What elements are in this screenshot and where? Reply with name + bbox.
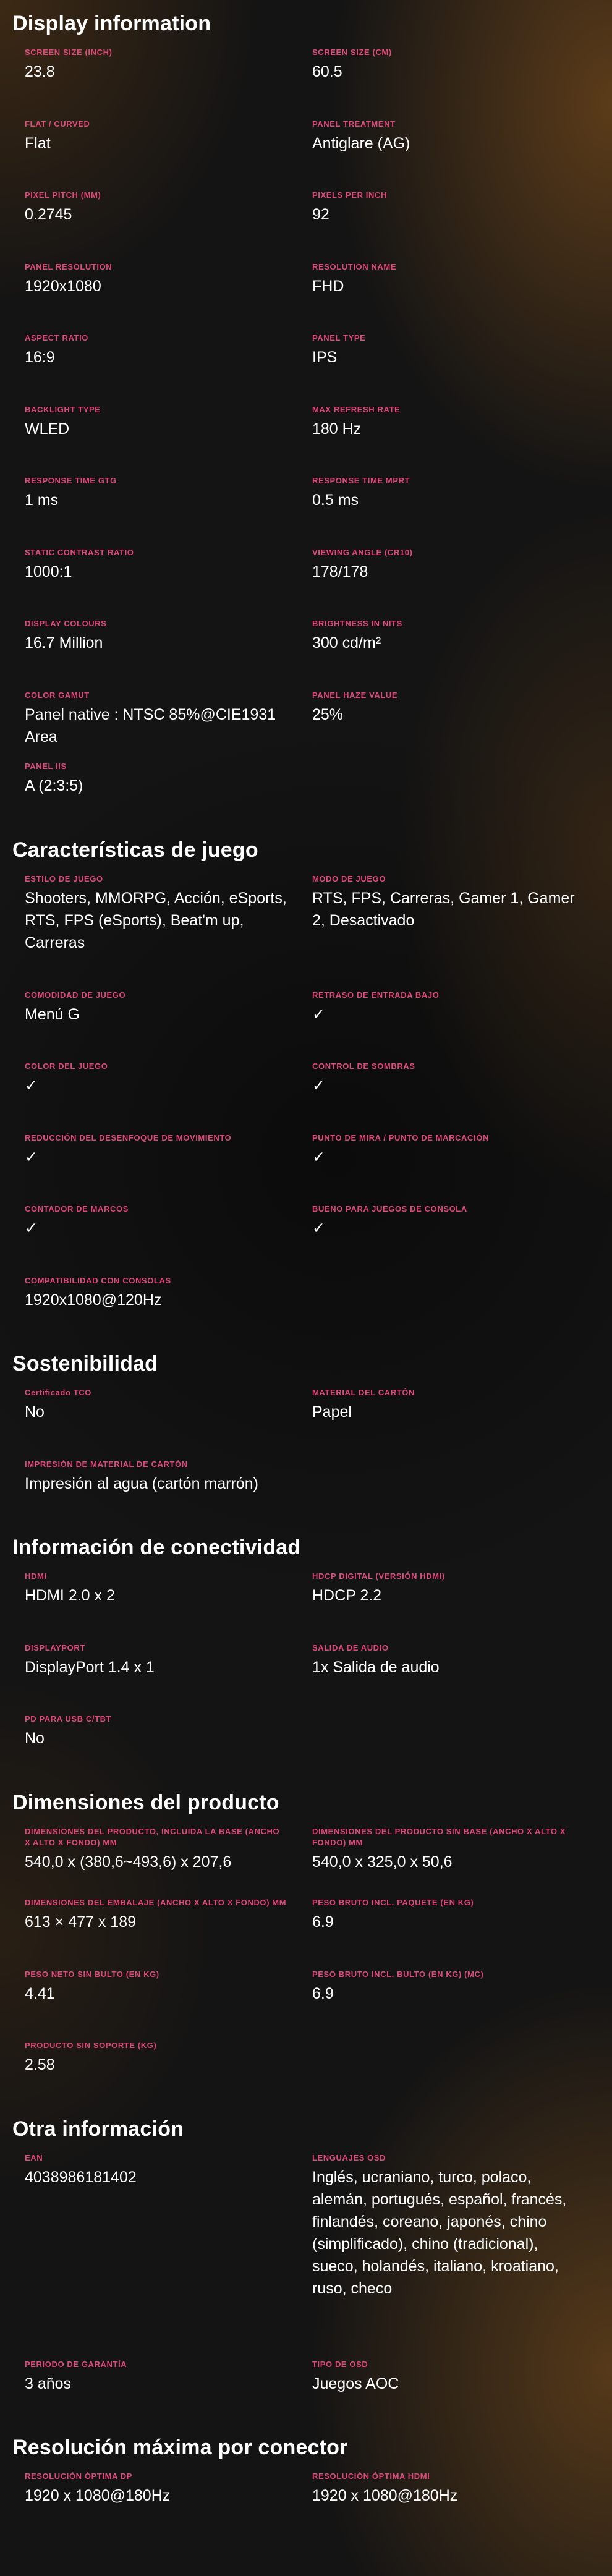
spec-item-ean xyxy=(12,2146,300,2353)
spec-value: 1920x1080 xyxy=(25,277,101,295)
spec-item-aspect-ratio xyxy=(12,326,300,398)
spec-label: MATERIAL DEL CARTÓN xyxy=(312,1388,415,1397)
spec-value: 23.8 xyxy=(25,63,55,80)
spec-grid xyxy=(12,867,600,1341)
spec-label: EAN xyxy=(25,2153,43,2162)
spec-label: MAX REFRESH RATE xyxy=(312,404,401,414)
section-title: Resolución máxima por conector xyxy=(12,2436,348,2459)
spec-label: TIPO DE OSD xyxy=(312,2359,368,2369)
section-caracteristicas-de-juego xyxy=(12,836,600,1341)
spec-label: PANEL TREATMENT xyxy=(312,119,396,129)
spec-value: 3 años xyxy=(25,2374,72,2392)
spec-label: PIXELS PER INCH xyxy=(312,190,387,200)
spec-value: FHD xyxy=(312,277,344,295)
spec-label: PESO BRUTO INCL. PAQUETE (EN KG) xyxy=(312,1898,474,1907)
spec-label: SCREEN SIZE (INCH) xyxy=(25,48,113,57)
spec-value: IPS xyxy=(312,349,338,366)
spec-value: 540,0 x (380,6~493,6) x 207,6 xyxy=(25,1853,232,1871)
spec-item-punto-de-mira xyxy=(300,1126,587,1198)
spec-value: 1920x1080@120Hz xyxy=(25,1291,162,1309)
section-otra-informacion xyxy=(12,2115,600,2425)
spec-value: 4038986181402 xyxy=(25,2168,137,2186)
section-sostenibilidad xyxy=(12,1350,600,1524)
spec-value: WLED xyxy=(25,420,70,438)
spec-item-retraso-de-entrada-bajo xyxy=(300,984,587,1055)
spec-label: DIMENSIONES DEL PRODUCTO SIN BASE (ANCHO X ALTO X FONDO) MM xyxy=(312,1826,566,1847)
spec-item-static-contrast-ratio xyxy=(12,541,300,613)
spec-label: PANEL IIS xyxy=(25,762,67,771)
spec-item-display-colours xyxy=(12,612,300,684)
spec-label: ASPECT RATIO xyxy=(25,333,89,342)
spec-label: VIEWING ANGLE (CR10) xyxy=(312,547,413,557)
spec-item-hdmi xyxy=(12,1565,300,1636)
check-icon: ✓ xyxy=(312,1005,325,1023)
spec-item-max-refresh-rate xyxy=(300,398,587,470)
spec-label: HDMI xyxy=(25,1571,47,1581)
spec-item-resolution-name xyxy=(300,255,587,327)
spec-value: Antiglare (AG) xyxy=(312,134,410,152)
spec-label: HDCP DIGITAL (VERSIÓN HDMI) xyxy=(312,1571,445,1581)
spec-item-tipo-de-osd xyxy=(300,2353,587,2425)
spec-value: 0.5 ms xyxy=(312,491,359,509)
spec-value: 540,0 x 325,0 x 50,6 xyxy=(312,1853,453,1871)
spec-item-dimensiones-sin-base xyxy=(300,1820,587,1892)
spec-label: SALIDA DE AUDIO xyxy=(312,1643,389,1652)
section-title: Información de conectividad xyxy=(12,1536,301,1559)
spec-label: BUENO PARA JUEGOS DE CONSOLA xyxy=(312,1204,467,1214)
section-resolucion-maxima-por-conector xyxy=(12,2434,600,2514)
spec-value: 1x Salida de audio xyxy=(312,1658,440,1676)
section-title: Display information xyxy=(12,12,211,35)
section-dimensiones-del-producto xyxy=(12,1789,600,2106)
spec-item-resolucion-optima-hdmi xyxy=(300,2465,587,2514)
spec-item-material-del-carton xyxy=(300,1381,587,1453)
spec-label: DISPLAYPORT xyxy=(25,1643,85,1652)
spec-value: 60.5 xyxy=(312,63,342,80)
spec-value: Shooters, MMORPG, Acción, eSports, RTS, FPS (eSports), Beat'm up, Carreras xyxy=(25,889,287,951)
spec-item-peso-bruto-paquete xyxy=(300,1891,587,1963)
spec-item-pixels-per-inch xyxy=(300,184,587,255)
spec-label: RESPONSE TIME MPRT xyxy=(312,476,410,485)
spec-value: Flat xyxy=(25,134,51,152)
section-title: Otra información xyxy=(12,2117,184,2141)
spec-label: STATIC CONTRAST RATIO xyxy=(25,547,134,557)
spec-item-producto-sin-soporte xyxy=(12,2034,300,2106)
spec-value: No xyxy=(25,1403,45,1421)
spec-label: MODO DE JUEGO xyxy=(312,874,386,883)
check-icon: ✓ xyxy=(312,1148,325,1166)
spec-grid xyxy=(12,1820,600,2106)
spec-item-panel-haze-value xyxy=(300,684,587,755)
spec-label: PANEL RESOLUTION xyxy=(25,261,113,271)
spec-value: 1920 x 1080@180Hz xyxy=(312,2487,458,2504)
spec-label: SCREEN SIZE (CM) xyxy=(312,48,392,57)
spec-item-displayport xyxy=(12,1636,300,1708)
spec-item-resolucion-optima-dp xyxy=(12,2465,300,2514)
spec-label: DISPLAY COLOURS xyxy=(25,619,107,628)
spec-value: Menú G xyxy=(25,1005,80,1023)
spec-item-dimensiones-embalaje xyxy=(12,1891,300,1963)
spec-value: DisplayPort 1.4 x 1 xyxy=(25,1658,155,1676)
spec-item-dimensiones-con-base xyxy=(12,1820,300,1892)
spec-label: CONTADOR DE MARCOS xyxy=(25,1204,129,1214)
spec-label: BRIGHTNESS IN NITS xyxy=(312,619,402,628)
spec-value: Impresión al agua (cartón marrón) xyxy=(25,1474,258,1492)
spec-item-flat-curved xyxy=(12,113,300,184)
spec-item-screen-size-inch xyxy=(12,41,300,113)
spec-label: RESOLUCIÓN ÓPTIMA HDMI xyxy=(312,2472,430,2481)
spec-item-salida-de-audio xyxy=(300,1636,587,1708)
check-icon: ✓ xyxy=(312,1220,325,1237)
section-informacion-de-conectividad xyxy=(12,1534,600,1779)
spec-value: 25% xyxy=(312,705,344,723)
spec-label: RESPONSE TIME GTG xyxy=(25,476,117,485)
spec-item-bueno-para-consola xyxy=(300,1197,587,1269)
spec-value: 1 ms xyxy=(25,491,59,509)
spec-label: COMODIDAD DE JUEGO xyxy=(25,990,126,1000)
check-icon: ✓ xyxy=(25,1220,38,1237)
spec-label: PANEL HAZE VALUE xyxy=(312,690,398,700)
spec-value: 16:9 xyxy=(25,349,55,366)
spec-value: 16.7 Million xyxy=(25,634,103,652)
spec-value: 92 xyxy=(312,206,329,223)
spec-label: COMPATIBILIDAD CON CONSOLAS xyxy=(25,1275,171,1285)
spec-value: Papel xyxy=(312,1403,352,1421)
check-icon: ✓ xyxy=(312,1077,325,1094)
spec-item-brightness xyxy=(300,612,587,684)
spec-grid xyxy=(12,41,600,827)
spec-label: RETRASO DE ENTRADA BAJO xyxy=(312,990,440,1000)
spec-value: 180 Hz xyxy=(312,420,362,438)
spec-label: PESO BRUTO INCL. BULTO (EN KG) (MC) xyxy=(312,1969,484,1979)
spec-label: REDUCCIÓN DEL DESENFOQUE DE MOVIMIENTO xyxy=(25,1133,232,1142)
spec-value: 6.9 xyxy=(312,1984,334,2002)
spec-value: Juegos AOC xyxy=(312,2374,399,2392)
spec-label: LENGUAJES OSD xyxy=(312,2153,386,2162)
spec-item-control-de-sombras xyxy=(300,1055,587,1126)
spec-value: 1920 x 1080@180Hz xyxy=(25,2487,171,2504)
spec-value: Inglés, ucraniano, turco, polaco, alemán, portugués, español, francés, finlandés, coreano, japonés, chino (simplificado), chino (tradicional), sueco, holandés, italiano, kroatiano, ruso, checo xyxy=(312,2168,567,2297)
spec-value: A (2:3:5) xyxy=(25,777,83,794)
spec-label: RESOLUTION NAME xyxy=(312,261,397,271)
spec-item-comodidad-de-juego xyxy=(12,984,300,1055)
spec-label: PANEL TYPE xyxy=(312,333,366,342)
spec-value: 178/178 xyxy=(312,563,368,580)
spec-item-impresion-material-carton xyxy=(12,1453,587,1524)
spec-label: COLOR GAMUT xyxy=(25,690,90,700)
spec-label: PD PARA USB C/TBT xyxy=(25,1714,112,1724)
spec-item-panel-resolution xyxy=(12,255,300,327)
spec-label: DIMENSIONES DEL PRODUCTO, INCLUIDA LA BASE (ANCHO X ALTO X FONDO) MM xyxy=(25,1826,280,1847)
spec-value: 6.9 xyxy=(312,1913,334,1931)
spec-item-pixel-pitch xyxy=(12,184,300,255)
check-icon: ✓ xyxy=(25,1148,38,1166)
spec-value: RTS, FPS, Carreras, Gamer 1, Gamer 2, Desactivado xyxy=(312,889,575,929)
spec-item-modo-de-juego xyxy=(300,867,587,984)
spec-item-peso-neto xyxy=(12,1963,300,2034)
spec-label: IMPRESIÓN DE MATERIAL DE CARTÓN xyxy=(25,1459,188,1469)
spec-label: FLAT / CURVED xyxy=(25,119,90,129)
spec-item-color-gamut xyxy=(12,684,300,755)
spec-value: Panel native : NTSC 85%@CIE1931 Area xyxy=(25,705,276,746)
spec-item-reduccion-desenfoque xyxy=(12,1126,300,1198)
check-icon: ✓ xyxy=(25,1077,38,1094)
spec-grid xyxy=(12,1565,600,1779)
spec-label: PRODUCTO SIN SOPORTE (KG) xyxy=(25,2041,157,2050)
spec-value: HDMI 2.0 x 2 xyxy=(25,1587,115,1604)
spec-label: PUNTO DE MIRA / PUNTO DE MARCACIÓN xyxy=(312,1133,489,1142)
spec-grid xyxy=(12,2465,600,2514)
spec-grid xyxy=(12,1381,600,1524)
spec-label: PESO NETO SIN BULTO (EN KG) xyxy=(25,1969,159,1979)
spec-page xyxy=(12,10,600,2514)
spec-value: 4.41 xyxy=(25,1984,55,2002)
spec-item-response-time-mprt xyxy=(300,469,587,541)
spec-label: COLOR DEL JUEGO xyxy=(25,1061,108,1071)
spec-item-panel-type xyxy=(300,326,587,398)
spec-value: HDCP 2.2 xyxy=(312,1587,382,1604)
spec-item-lenguajes-osd xyxy=(300,2146,587,2353)
spec-value: 300 cd/m² xyxy=(312,634,381,652)
spec-item-peso-bruto-bulto xyxy=(300,1963,587,2034)
section-title: Sostenibilidad xyxy=(12,1352,158,1375)
spec-label: BACKLIGHT TYPE xyxy=(25,404,101,414)
spec-label: CONTROL DE SOMBRAS xyxy=(312,1061,415,1071)
spec-item-hdcp-digital xyxy=(300,1565,587,1636)
spec-label: RESOLUCIÓN ÓPTIMA DP xyxy=(25,2472,133,2481)
spec-label: ESTILO DE JUEGO xyxy=(25,874,103,883)
section-title: Dimensiones del producto xyxy=(12,1790,279,1814)
spec-item-compatibilidad-consolas xyxy=(12,1269,300,1341)
spec-label: PERIODO DE GARANTÍA xyxy=(25,2359,127,2369)
spec-item-viewing-angle xyxy=(300,541,587,613)
spec-label: DIMENSIONES DEL EMBALAJE (ANCHO X ALTO X FONDO) MM xyxy=(25,1898,287,1907)
spec-item-contador-de-marcos xyxy=(12,1197,300,1269)
spec-label: PIXEL PITCH (MM) xyxy=(25,190,101,200)
spec-item-pd-usb-c xyxy=(12,1707,300,1779)
spec-label: Certificado TCO xyxy=(25,1388,91,1397)
spec-value: 0.2745 xyxy=(25,206,72,223)
spec-value: 1000:1 xyxy=(25,563,72,580)
spec-value: 2.58 xyxy=(25,2056,55,2073)
spec-item-estilo-de-juego xyxy=(12,867,300,984)
section-title: Características de juego xyxy=(12,838,258,862)
spec-item-screen-size-cm xyxy=(300,41,587,113)
spec-item-panel-iis xyxy=(12,755,300,827)
section-display-information xyxy=(12,10,600,827)
spec-item-backlight-type xyxy=(12,398,300,470)
spec-item-panel-treatment xyxy=(300,113,587,184)
spec-value: 613 × 477 x 189 xyxy=(25,1913,137,1931)
spec-value: No xyxy=(25,1730,45,1747)
spec-grid xyxy=(12,2146,600,2425)
spec-item-response-time-gtg xyxy=(12,469,300,541)
spec-item-color-del-juego xyxy=(12,1055,300,1126)
spec-item-periodo-de-garantia xyxy=(12,2353,300,2425)
spec-item-certificado-tco xyxy=(12,1381,300,1453)
